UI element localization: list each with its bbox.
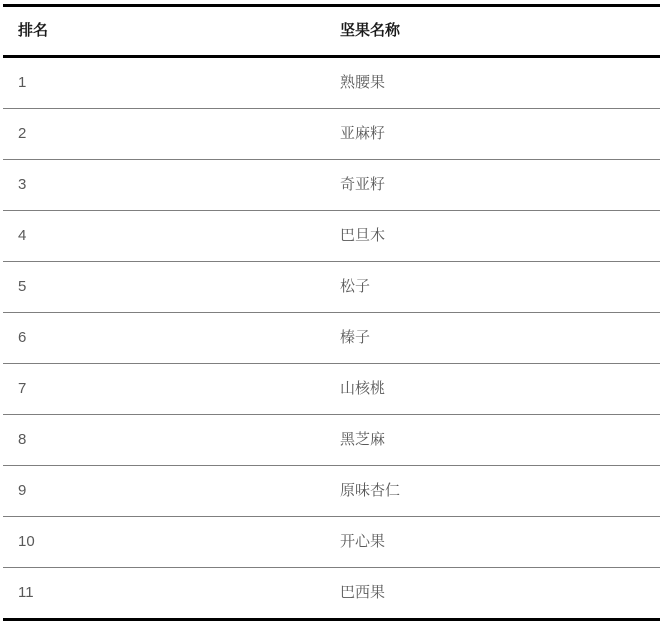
header-row	[3, 6, 660, 57]
nut-ranking-table	[3, 4, 660, 621]
table-row	[3, 364, 660, 415]
table-row	[3, 160, 660, 211]
table-row	[3, 57, 660, 109]
rank-cell: 3	[3, 160, 325, 211]
nut-name-cell: 原味杏仁	[325, 466, 660, 517]
table-body	[3, 57, 660, 620]
nut-name-cell: 巴西果	[340, 584, 386, 601]
nut-name-cell: 榛子	[325, 313, 660, 364]
table-row	[3, 568, 660, 620]
table-row	[3, 262, 660, 313]
table-row	[3, 517, 660, 568]
rank-cell: 9	[3, 466, 325, 517]
rank-cell: 1	[3, 57, 325, 109]
rank-cell: 2	[3, 109, 325, 160]
table-row	[3, 211, 660, 262]
rank-cell: 6	[3, 313, 325, 364]
nut-name-cell: 松子	[325, 262, 660, 313]
nut-name-cell: 亚麻籽	[325, 109, 660, 160]
nut-name-cell: 山核桃	[325, 364, 660, 415]
rank-cell: 11	[18, 584, 34, 601]
table-row	[3, 109, 660, 160]
nut-name-cell: 巴旦木	[325, 211, 660, 262]
nut-name-cell: 奇亚籽	[325, 160, 660, 211]
rank-cell: 5	[3, 262, 325, 313]
rank-cell: 10	[3, 517, 325, 568]
table-row	[3, 466, 660, 517]
nut-name-cell: 熟腰果	[325, 57, 660, 109]
rank-cell: 8	[3, 415, 325, 466]
table-row	[3, 415, 660, 466]
table-row	[3, 313, 660, 364]
nut-name-column-header: 坚果名称	[325, 6, 660, 57]
nut-name-cell: 黑芝麻	[325, 415, 660, 466]
rank-column-header: 排名	[3, 6, 325, 57]
nut-name-cell: 开心果	[325, 517, 660, 568]
rank-cell: 4	[3, 211, 325, 262]
rank-cell: 7	[3, 364, 325, 415]
table-header	[3, 6, 660, 57]
